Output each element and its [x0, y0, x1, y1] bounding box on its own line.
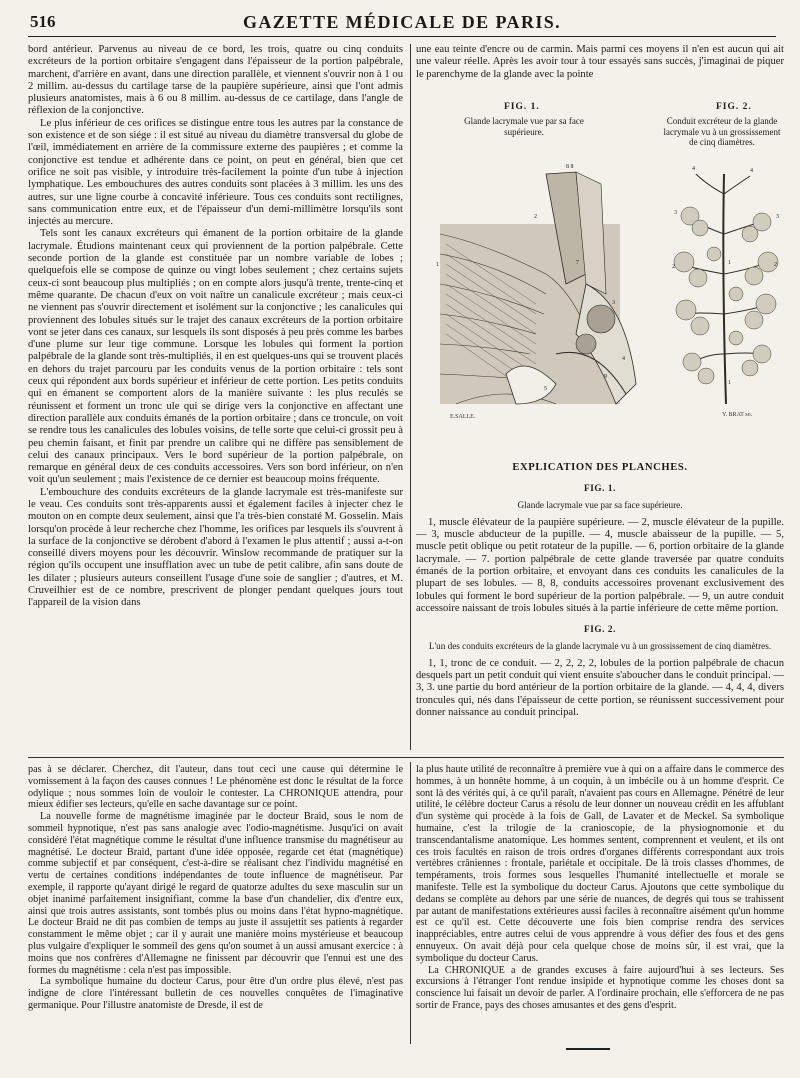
- figures-plate: [416, 96, 784, 456]
- svg-text:9: 9: [604, 374, 607, 380]
- upper-left-column: [28, 44, 403, 749]
- paragraph: L'embouchure des conduits excréteurs de la glande lacrymale est très-manifeste sur le veau. Ces conduits sont très-apparents aussi et également faciles à injecter chez le mouton on en compte deux seulement, ainsi que l'a très-bien constaté M. Gosselin. Mais lorsqu'on procède à leur recherche chez l'homme, les orifices par lesquels ils s'ouvrent à la surface de la conjonctive se dérobent d'abord à l'examen le plus attentif ; aussi a-t-on conseillé divers moyens pour les découvrir. Winslow recommande de pratiquer sur la région qu'ils occupent une insufflation avec un tube de petit calibre, afin sans doute de les dilater ; plusieurs auteurs conseillent l'usage d'une soie de sanglier ; d'autres, et M. Cruveilhier est de ce nombre, prescrivent de plonger pendant quelques jours tout l'appareil de la vision dans: [28, 486, 403, 609]
- fig1-label: FIG. 1.: [504, 102, 540, 112]
- explication-fig2-heading: FIG. 2.: [583, 624, 617, 635]
- svg-text:2: 2: [774, 262, 777, 268]
- upper-right-column-text: [416, 44, 784, 84]
- explication-title: EXPLICATION DES PLANCHES.: [512, 462, 688, 473]
- svg-text:3: 3: [612, 300, 615, 306]
- paragraph: pas à se déclarer. Cherchez, dit l'auteur, dans tout ceci une cause qui détermine le vomissement à la façon des causes connues ! Le phénomène est donc le résultat de la force odylique ; nous sommes loin de vouloir le contester. La CHRONIQUE attendra, pour mieux édifier ses lecteurs, qu'elle en sache davantage sur ce point.: [28, 764, 403, 811]
- lower-left-column: [28, 764, 403, 1044]
- paragraph: La symbolique humaine du docteur Carus, pour être d'un ordre plus élevé, n'est pas indigne de clore l'intéressant bulletin de ces nouvelles conquêtes de l'imaginative germanique. Pour l'illustre anatomiste de Dresde, il est de: [28, 976, 403, 1011]
- fig1-signature: E.SALLE.: [450, 414, 476, 420]
- fig2-signature: Y. BRAT so.: [722, 412, 753, 418]
- lower-right-column: [416, 764, 784, 1044]
- svg-text:3: 3: [776, 214, 779, 220]
- svg-text:5: 5: [544, 386, 547, 392]
- svg-text:4: 4: [750, 168, 753, 174]
- paragraph: La nouvelle forme de magnétisme imaginée par le docteur Braid, sous le nom de sommeil hypnotique, n'est pas sans analogie avec l'odio-magnétisme. Jusqu'ici on avait considéré l'état magnétique comme le résultat d'une influence transmise du magnétiseur au magnétisé. Le docteur Braid, partant d'une idée opposée, regarde cet état (magnétique) comme subjectif et par conséquent, c'est-à-dire se réalisant chez l'individu magnétisé en vertu de certaines conditions indépendantes de toute influence de magnétiseur. Par exemple, il rapporte qu'ayant dirigé le regard de quatorze adultes du sexe masculin sur un objet inanimé parfaitement insignifiant, comme la base d'un chandelier, dix d'entre eux, ainsi que trois autres assistants, sont tombés plus ou moins dans l'état hypno-magnétique. Le docteur Braid ne dit pas combien de temps au juste il assujettit ses patients à regarder constamment le même objet ; car il y aurait une manière moins mystérieuse et beaucoup plus vulgaire d'expliquer le sommeil des gens qu'on soumet à un aussi amusant exercice : à moins que nos confrères d'Allemagne ne finissent par découvrir que l'ennui est une des formes du magnétisme : cela n'est pas impossible.: [28, 811, 403, 976]
- paragraph: Tels sont les canaux excréteurs qui émanent de la portion orbitaire de la glande lacrymale. Étudions maintenant ceux qui proviennent de la portion palpébrale. Cette seconde portion de la glande est constituée par un nombre variable de lobes ; quelquefois elle se compose de quinze ou vingt lobes seulement ; chez certains sujets ceux-ci sont beaucoup plus multipliés ; on en compte alors jusqu'à trente, trente-cinq et même quarante. De chacun d'eux on voit naître un canalicule excréteur ; mais ceux-ci ne viennent pas s'ouvrir directement et isolément sur la conjonctive ; les canalicules qui proviennent des lobules situés sur le trajet des canaux excréteurs de la portion orbitaire vont se jeter dans ces canaux, sur lesquels ils sont disposés à peu près comme les barbes d'une plume sur leur tige commune. Lorsque les lobules qui forment la portion palpébrale de la glande sont très-multipliés, il en est quelques-uns qui se trouvent placés en dehors du trajet parcouru par les conduits venus de la portion orbitaire : tels sont ceux qui répondent aux bords supérieur et inférieur de cette portion. Les petits conduits qui en émanent se comportent alors de la manière suivante : les plus reculés se réunissent et forment un tronc ule qui se dirige vers la conjonctive en affectant une direction parallèle aux conduits émanés de la portion orbitaire ; dans ce troncule, on voit se rendre tous les canalicules des lobules voisins, de telle sorte que celui-ci grossit peu à peu chemin faisant, et finit par prendre un calibre qui ne diffère pas sensiblement de celui des canaux principaux. Vers le bord supérieur de la portion palpébrale, on remarque en général deux de ces conduits accessoires. Vers son bord inférieur, on n'en voit qu'un seulement ; mais l'existence de ce dernier est beaucoup moins fréquente.: [28, 228, 403, 486]
- paragraph: la plus haute utilité de reconnaître à première vue à qui on a affaire dans le commerce des hommes, à un honnête homme, à un coquin, à un imbécile ou à un homme d'esprit. Ce sont là des vérités qui, à ce qu'il paraît, n'avaient pas cours en Allemagne. Pénétré de leur utilité, le célèbre docteur Carus a résolu de leur donner un nouveau crédit en les affublant d'un système qui procède à la fois de Gall, de Lavater et de Meckel. Sa symbolique humaine, c'est la trilogie de la cranioscopie, de la physiognomonie et du transcendantalisme anatomique. Les hommes sentent, comprennent et veulent, et ils ont ces trois facultés en raison de trois ordres d'organes différents correspondant aux trois vertèbres crâniennes : frontale, pariétale et occipitale. De là trois classes d'hommes, de tempéraments, trois formes sous lesquelles l'humanité intellectuelle et morale se manifeste. Telle est la symbolique du docteur Carus. Ajoutons que cette symbolique du dedans se complète au dehors par une série de nuances, de degrés qui tous se trahissent par autant de manifestations extérieures aussi faciles à reconnaître aisément qu'un homme est ce qu'il est. Cette découverte une fois bien comprise rendra des services inappréciables, entre autres celui de vous apprendre à vous défier des fous et des gens ennuyeux. On avait déjà pour cela quelque chose de moins sûr, il est vrai, que la symbolique du docteur Carus.: [416, 764, 784, 964]
- paragraph: bord antérieur. Parvenus au niveau de ce bord, les trois, quatre ou cinq conduits excréteurs de la portion orbitaire s'engagent dans l'épaisseur de la portion palpébrale, marchent, d'arrière en avant, dans une direction parallèle, et viennent s'ouvrir non à 1 ou 2 millim. au-dessus du cartilage tarse de la paupière supérieure, ainsi que l'ont admis plusieurs anatomistes, mais à 6 ou 8 millim. au-dessus de ce cartilage, dans l'angle de réflexion de la conjonctive.: [28, 44, 403, 117]
- page-header: [28, 12, 776, 37]
- column-divider: [410, 762, 411, 1044]
- page-number: 516: [30, 12, 56, 31]
- explication-fig1-sub: Glande lacrymale vue par sa face supérieure.: [517, 499, 683, 510]
- paragraph: une eau teinte d'encre ou de carmin. Mais parmi ces moyens il n'en est aucun qui ait une valeur réelle. Après les avoir tour à tour essayés sans succès, j'imaginai de piquer le parenchyme de la glande avec la pointe: [416, 44, 784, 80]
- paragraph: Le plus inférieur de ces orifices se distingue entre tous les autres par la constance de son existence et de son siége : il est situé au niveau du diamètre transversal du globe de l'œil, immédiatement en arrière de la commissure externe des paupières ; et comme la conjonctive est tendue et adhérente dans ce point, on peut en général, bien que cet orifice ne soit pas visible, y introduire très-facilement la pointe d'un tube à injection lymphatique. Les embouchures des autres conduits sont placées à 3 millim. les uns des autres, sur une ligne courbe à concavité inférieure. Tous ces conduits sont rectilignes, sans communication entre eux, et de l'épaisseur d'un demi-millimètre lorsqu'ils sont injectés au mercure.: [28, 117, 403, 228]
- explication-fig1-heading: FIG. 1.: [583, 483, 617, 494]
- svg-text:4: 4: [692, 166, 695, 172]
- svg-text:7: 7: [576, 260, 579, 266]
- explication-fig2-sub: L'un des conduits excréteurs de la glande lacrymale vu à un grossissement de cinq diamètres.: [428, 640, 772, 651]
- explication-fig2-text: 1, 1, tronc de ce conduit. — 2, 2, 2, 2, lobules de la portion palpébrale de chacun desquels part un petit conduit qui vient ensuite s'aboucher dans le conduit principal. — 3, 3. une partie du bord antérieur de la portion orbitaire de la glande. — 4, 4, 4, divers troncules qui, nés dans l'épaisseur de cette portion, se réunissent successivement pour donner naissance au conduit principal.: [416, 657, 784, 719]
- svg-text:8 8: 8 8: [566, 164, 574, 170]
- svg-text:1: 1: [728, 380, 731, 386]
- svg-text:1: 1: [728, 260, 731, 266]
- explication-block: [416, 462, 784, 752]
- svg-text:4: 4: [622, 356, 625, 362]
- svg-text:1: 1: [436, 262, 439, 268]
- fig2-caption: Conduit excréteur de la glande lacrymale vu à un grossissement de cinq diamètres.: [663, 116, 781, 147]
- end-rule: [566, 1048, 610, 1050]
- svg-text:2: 2: [672, 264, 675, 270]
- fig1-caption: Glande lacrymale vue par sa face supérieure.: [464, 116, 584, 137]
- column-divider: [410, 44, 411, 750]
- explication-fig1-text: 1, muscle élévateur de la paupière supérieure. — 2, muscle élévateur de la pupille. — 3, muscle abducteur de la pupille. — 4, muscle abaisseur de la pupille. — 5, muscle petit oblique ou petit rotateur de la pupille. — 6, portion orbitaire de la glande lacrymale. — 7. portion palpébrale de cette glande traversée par quatre conduits émanés de la portion orbitaire, et envoyant dans ces conduits les canalicules de la plupart de ses lobules. — 8, 8, conduits accessoires provenant exclusivement des lobules qui forment le bord supérieur de la portion palpébrale. — 9, un autre conduit accessoire naissant de trois lobules situés à la partie inférieure de cette même portion.: [416, 516, 784, 614]
- paragraph: La CHRONIQUE a de grandes excuses à faire aujourd'hui à ses lecteurs. Ses excursions à l'étranger l'ont rendue insipide et hypnotique comme les choses dont sa conscience lui faisait un devoir de parler. A l'ordinaire prochain, elle s'efforcera de ne pas sortir de France, pays des choses amusantes et des gens d'esprit.: [416, 964, 784, 1011]
- fig2-illustration: [666, 154, 786, 424]
- fig2-label: FIG. 2.: [716, 102, 752, 112]
- svg-text:2: 2: [534, 214, 537, 220]
- svg-text:3: 3: [674, 210, 677, 216]
- fig1-illustration: [426, 154, 656, 424]
- section-divider: [28, 757, 784, 758]
- running-title: GAZETTE MÉDICALE DE PARIS.: [242, 12, 562, 32]
